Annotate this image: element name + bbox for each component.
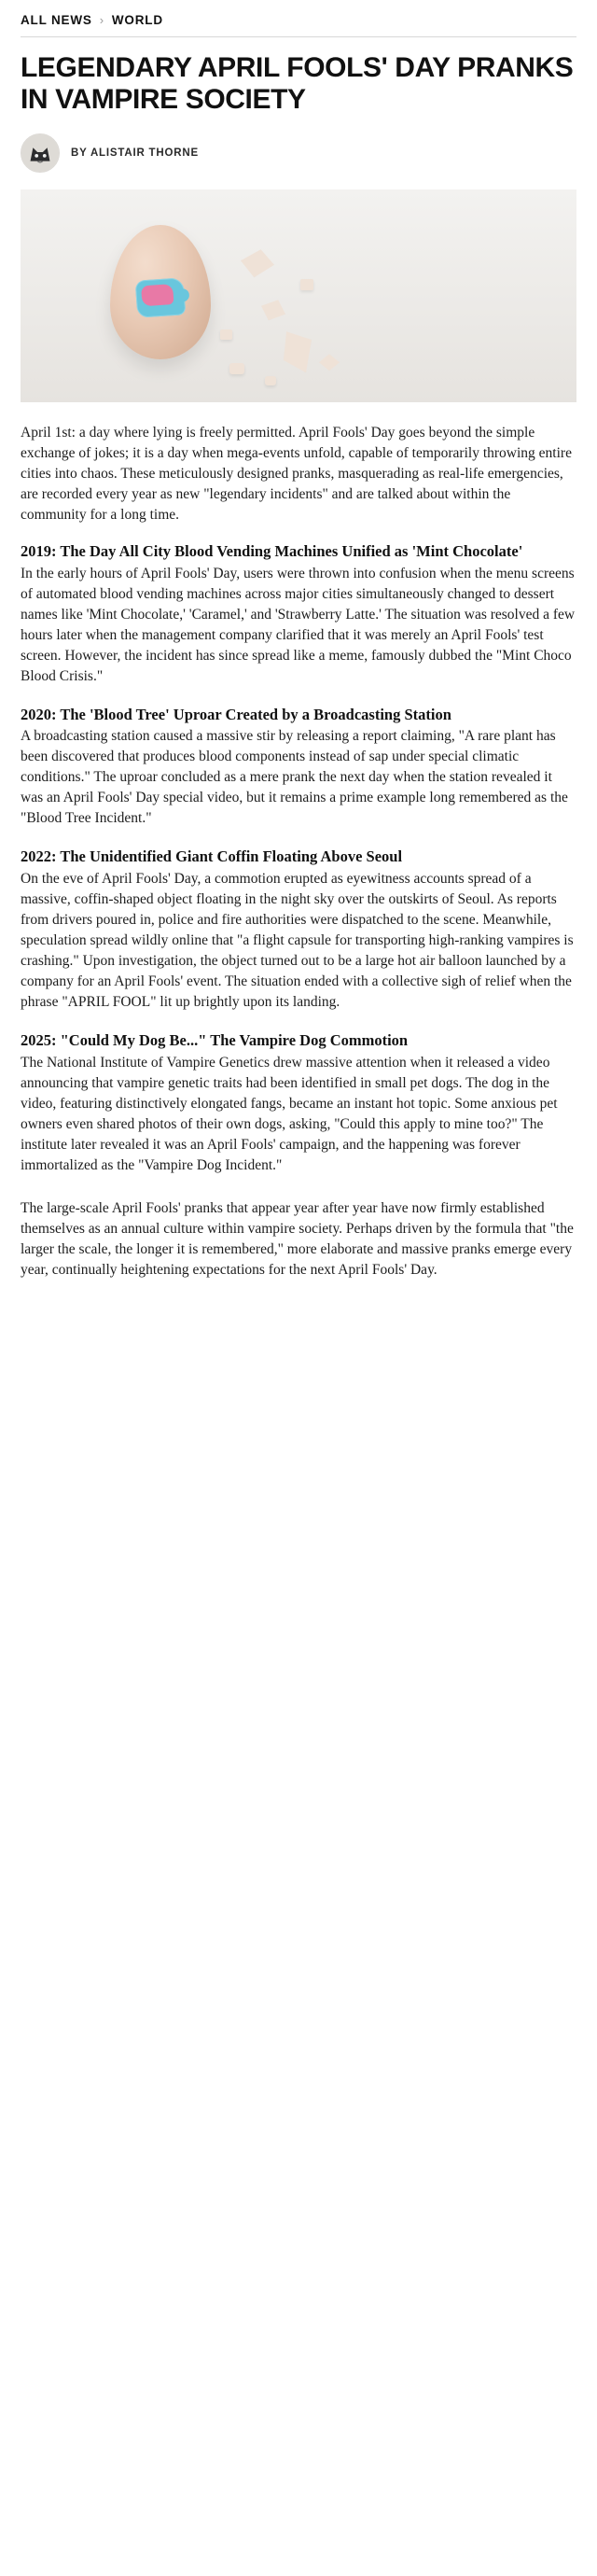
eggshell-shard	[319, 354, 340, 371]
article-section	[21, 706, 576, 830]
page-title: LEGENDARY APRIL FOOLS' DAY PRANKS IN VAMPIRE SOCIETY	[21, 52, 574, 115]
byline-author: BY ALISTAIR THORNE	[71, 147, 199, 160]
eggshell-shard	[300, 279, 313, 290]
article-section	[21, 542, 576, 687]
hero-image	[21, 189, 576, 402]
article-section	[21, 1031, 576, 1176]
breadcrumb-item-world[interactable]: WORLD	[111, 13, 163, 27]
section-heading: 2020: The 'Blood Tree' Uproar Created by a Broadcasting Station	[21, 705, 451, 723]
article-intro: April 1st: a day where lying is freely permitted. April Fools' Day goes beyond the simple exchange of jokes; it is a day when mega-events unfold, capable of temporarily throwing entire cities into chaos. These meticulously designed pranks, masquerading as real-life emergencies, are recorded every year as new "legendary incidents" and are talked about within the community for a long time.	[21, 425, 572, 524]
breadcrumb	[21, 13, 576, 36]
breadcrumb-separator-icon: ›	[99, 13, 104, 27]
article-closing: The large-scale April Fools' pranks that appear year after year have now firmly established themselves as an annual culture within vampire society. Perhaps driven by the formula that "the larger the scale, the longer it is remembered," more elaborate and massive pranks emerge every year, continually heightening expectations for the next April Fools' Day.	[21, 1199, 574, 1278]
eggshell-shard	[220, 329, 232, 340]
section-body: In the early hours of April Fools' Day, users were thrown into confusion when the menu screens of automated blood vending machines across major cities simultaneously changed to dessert names like 'Mint Chocolate,' 'Caramel,' and 'Strawberry Latte.' The situation was resolved a few hours later when the management company clarified that it was merely an April Fools' test screen. However, the incident has since spread like a meme, famously dubbed the "Mint Choco Blood Crisis."	[21, 565, 576, 684]
breadcrumb-item-all-news[interactable]: ALL NEWS	[21, 13, 92, 27]
section-body: On the eve of April Fools' Day, a commotion erupted as eyewitness accounts spread of a massive, coffin-shaped object floating in the night sky over the outskirts of Seoul. As reports from drivers poured in, police and fire authorities were dispatched to the scene. Meanwhile, speculation spread wildly online that "a flight capsule for transporting high-ranking vampires is crashing." Upon investigation, the object turned out to be a large hot air balloon launched by a company for an April Fools' event. The situation ended with a collective sigh of relief when the phrase "APRIL FOOL" lit up brightly upon its landing.	[21, 871, 574, 1011]
section-body: The National Institute of Vampire Genetics drew massive attention when it released a video announcing that vampire genetic traits had been identified in small pet dogs. The dog in the video, featuring distinctively elongated fangs, became an instant hot topic. Some anxious pet owners even shared photos of their own dogs, asking, "Could this apply to mine too?" The institute later revealed it was an April Fools' campaign, and the happening was forever immortalized as the "Vampire Dog Incident."	[21, 1054, 558, 1173]
breadcrumb-divider	[21, 36, 576, 37]
eggshell-shard	[241, 249, 274, 277]
article-section	[21, 847, 576, 1013]
section-heading: 2025: "Could My Dog Be..." The Vampire Dog Commotion	[21, 1031, 409, 1050]
eggshell-shard	[265, 376, 276, 385]
section-heading: 2019: The Day All City Blood Vending Machines Unified as 'Mint Chocolate'	[21, 542, 523, 561]
byline	[21, 133, 576, 173]
eggshell-shard	[229, 363, 244, 374]
section-body: A broadcasting station caused a massive stir by releasing a report claiming, "A rare plant has been discovered that produces blood components instead of sap under special climatic conditions." The uproar concluded as a mere prank the next day when the station revealed it was an April Fools' Day special video, but it remains a prime example long remembered as the "Blood Tree Incident."	[21, 728, 568, 827]
section-heading: 2022: The Unidentified Giant Coffin Floating Above Seoul	[21, 847, 403, 866]
eggshell-shard	[261, 300, 285, 320]
avatar	[21, 133, 60, 173]
eggshell-shard	[284, 331, 312, 372]
creature-shape	[135, 277, 187, 318]
